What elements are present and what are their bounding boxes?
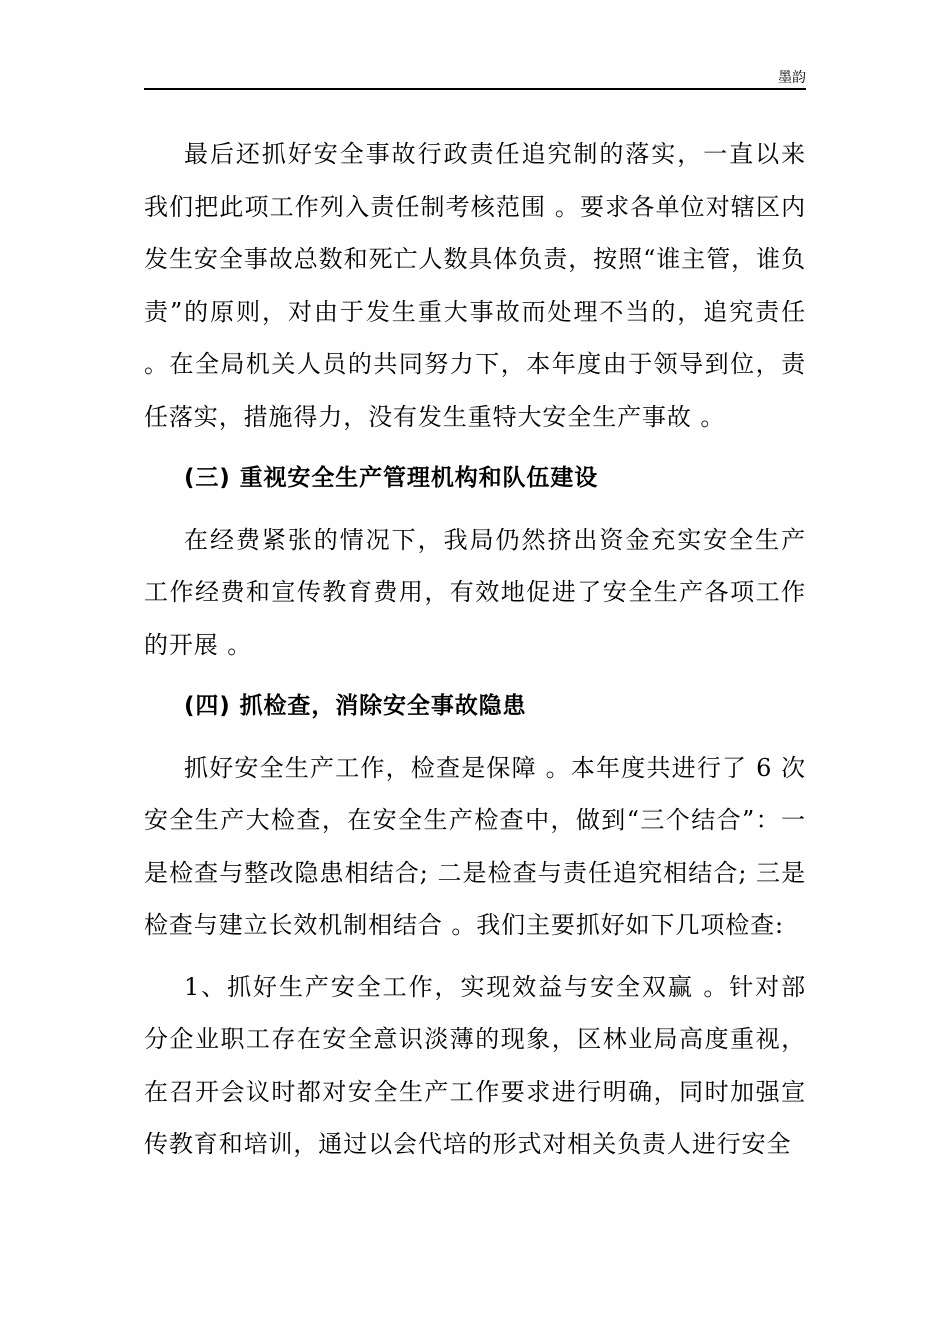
paragraph-inspections: 抓好安全生产工作，检查是保障 。本年度共进行了 6 次安全生产大检查，在安全生产检查中，做到“三个结合”：一是检查与整改隐患相结合; 二是检查与责任追究相结合; 三是检查与建立长效机制相结合 。我们主要抓好如下几项检查: [144, 753, 806, 939]
header-brand: 墨韵 [778, 70, 806, 86]
section-heading-4: (四) 抓检查，消除安全事故隐患 [184, 693, 527, 719]
paragraph-item-1: 1、抓好生产安全工作，实现效益与安全双赢 。针对部分企业职工存在安全意识淡薄的现象，区林业局高度重视，在召开会议时都对安全生产工作要求进行明确，同时加强宣传教育和培训，通过以会代培的形式对相关负责人进行安全 [144, 972, 806, 1158]
section-heading-3: (三) 重视安全生产管理机构和队伍建设 [184, 465, 599, 491]
paragraph-funding: 在经费紧张的情况下，我局仍然挤出资金充实安全生产工作经费和宣传教育费用，有效地促进了安全生产各项工作的开展 。 [144, 525, 806, 659]
document-body [144, 128, 806, 1180]
header-divider [144, 88, 806, 90]
paragraph-accountability: 最后还抓好安全事故行政责任追究制的落实，一直以来我们把此项工作列入责任制考核范围 。要求各单位对辖区内发生安全事故总数和死亡人数具体负责，按照“谁主管，谁负责”的原则，对由于发生重大事故而处理不当的，追究责任 。在全局机关人员的共同努力下，本年度由于领导到位，责任落实，措施得力，没有发生重特大安全生产事故 。 [144, 140, 806, 431]
